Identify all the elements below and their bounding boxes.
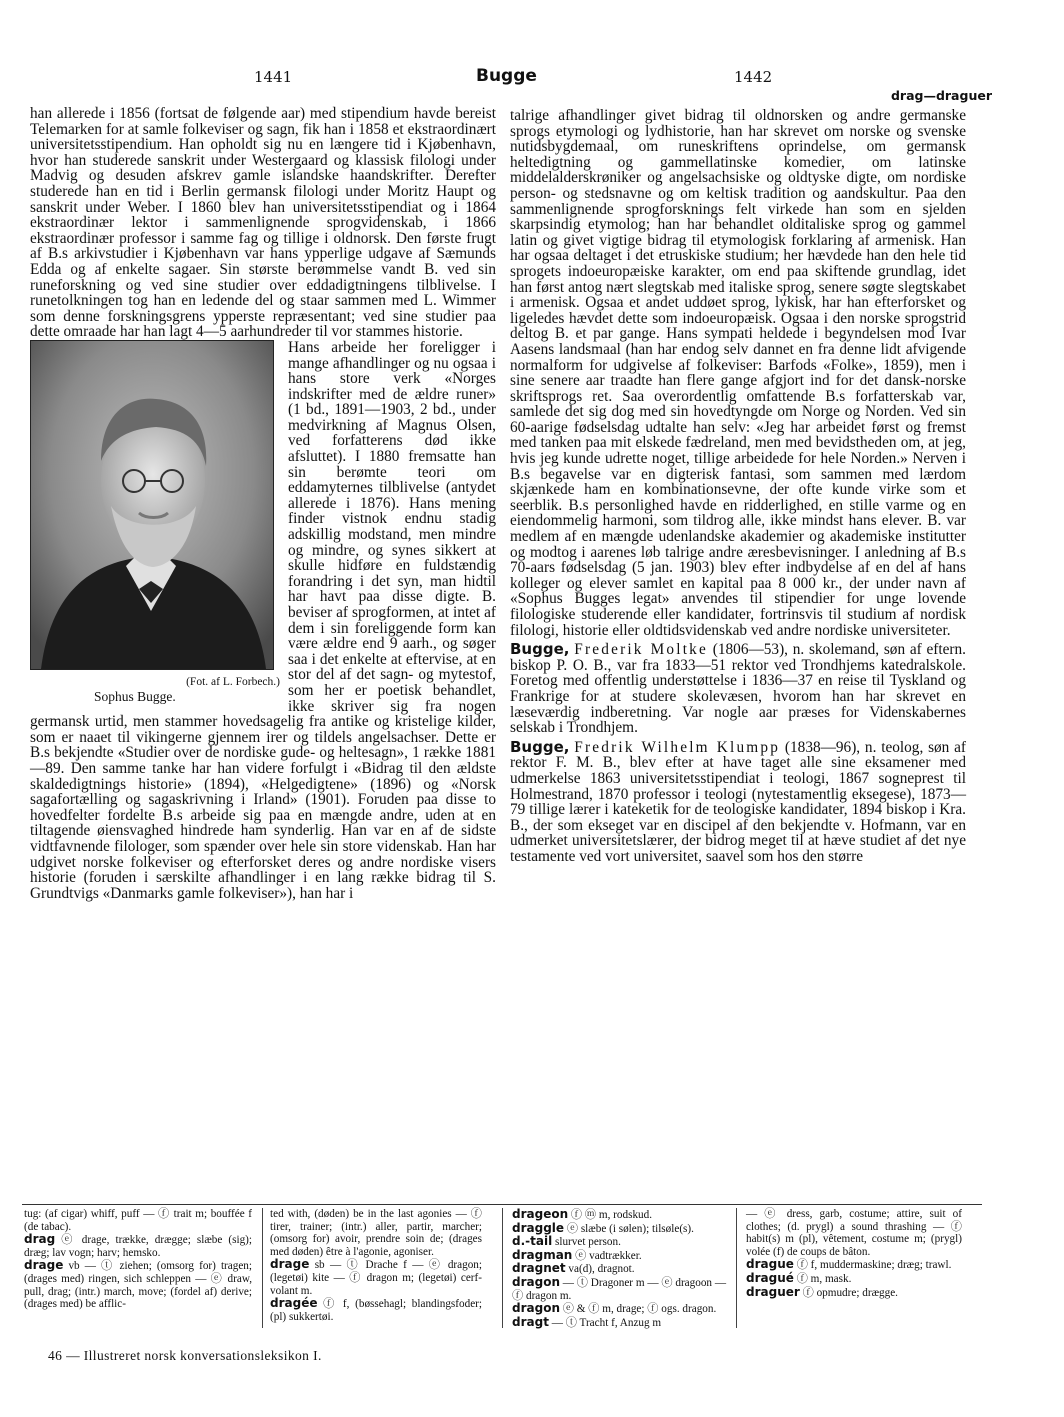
dictionary-definition: — ⓔ dress, garb, costume; attire, suit of clothes; (d. prygl) a sound thrashing — ⓕ habit(s) m (pl), vêtement, costume m; (prygl) volée (f) de coups de bâton. [746,1208,962,1258]
right-column [510,108,966,1188]
paragraph: han allerede i 1856 (fortsat de følgende aar) med stipendium havde bereist Telemarken for at samle folkeviser og sagn, fik han i 1858 et ekstraordinært universitetsstipendium. Han opholdt sig nu en længere tid i Kjøbenhavn, hvor han studerede sanskrit under Westergaard og klassisk filologi under Madvig og desuden afskrev gamle islandske haandskrifter. Derefter studerede han en tid i Berlin germansk filologi under Moritz Haupt og sanskrit under Weber. I 1860 blev han universitetsstipendiat og i 1864 ekstraordinær lektor i sammenlignende sprogvidenskab, i 1866 ekstraordinær professor i samme fag og tillige i oldnorsk. Den første frugt af B.s arkivstudier i Kjøbenhavn var hans ypperlige udgave af Sæmunds Edda og af enkelte sagaer. Sin største berømmelse vandt B. ved sin runeforskning og ved sine studier over eddadigtningens tilblivelse. I runetolkningen tog han en ledende del og staar sammen med L. Wimmer som denne forskningsgrens ypperste repræsentant; ved sine studier paa dette omraade har han lagt 4—5 aarhundreder til vor stammes historie. [30,105,496,341]
dictionary-definition: ⓕ f, muddermaskine; dræg; trawl. [796,1259,952,1272]
dictionary-entry [512,1235,726,1249]
dictionary-definition: ⓔ vadtrækker. [575,1249,642,1262]
dictionary-headword: dragman [512,1247,573,1262]
dictionary-definition: vb — ⓣ ziehen; (omsorg for) tragen; (drages med) ringen, sich schleppen — ⓔ draw, pull, drag; (intr.) march, move; (fordel af) derive; (drages med) be afflic- [24,1260,253,1311]
dictionary-headword: dragué [746,1270,794,1285]
entry-name: Frederik Moltke [574,641,709,659]
dictionary-entry [270,1297,482,1323]
guide-words: drag—draguer [890,88,992,103]
entry-text: (1838—96), n. teolog, søn af rektor F. M. B., blev efter at have taget alle sine eksamener med udmerkelse 1863 universitetsstipendiat i teologi, 1867 sogneprest til Holmestrand, 1870 professor i teologi (nytestamentlig eksegese), 1873—79 tillige lærer i kateketik for de teologiske kandidater, 1894 biskop i Kra. B., der som ekseget var en discipel af den bekjendte v. Hofmann, var en udmerket universitetslærer, der bidrog meget til at hæve studiet af det nye testamente ved vort universitet, saavel som hos den større [510,738,967,865]
dictionary-headword: drage [24,1258,64,1273]
portrait-image [31,341,273,669]
dictionary-column-2 [270,1208,482,1323]
column-rule [262,1208,263,1328]
paragraph: Hans arbeide her foreligger i mange afhandlinger og nu ogsaa i hans store verk «Norges indskrifter med de ældre runer» (1 bd., 1891—1903, 2 bd., under medvirkning af Magnus Olsen, ved forfatterens død ikke afsluttet). I 1880 fremsatte han sin berømte teori om eddamyternes tilblivelse (antydet allerede i 1876). Hans mening finder vistnok endnu stadig adskillig modstand, men mindre og mindre, og synes sikkert at skulle hidføre en fuldstændig forandring i det syn, man hidtil har havt paa disse digte. B. beviser af sprogformen, at intet af dem i sin foreliggende form kan være ældre end 9 aarh., og søger saa i det enkelte at eftervise, at en stor del af det sagn- og mytestof, som her er poetisk behandlet, ikke skriver sig fra nogen germansk urtid, men stammer hovedsagelig fra antike og kristelige kilder, som er naaet til vikingerne gjennem irer og tildels angelsachser. Dette er B.s bekjendte «Studier over de nordiske gude- og heltesagn», 1 række 1881—89. Den samme tanke har han videre forfulgt i «Bidrag til den ældste skaldedigtnings historie» (1894), «Helgedigtene» (1896) og «Norsk sagafortælling og sagaskrivning i Irland» (1901). Foruden paa disse to hovedfelter fordelte B.s arbeide sig paa en mængde andre, uden at en tiltagende øiensvaghed hindrede ham synderlig. Han var en af de sidste vidtfavnende filologer, som spænder over hele sin store videnskab. Han har udgivet norske folkeviser og efterforsket deres og andre nordiske visers historie (foruden i særskilte afhandlinger i en lang række bidrag til S. Grundtvigs «Danmarks gamle folkeviser»), han har i [30,338,496,902]
dictionary-entry [24,1233,252,1259]
dictionary-definition: ⓔ & ⓕ m, drage; ⓕ ogs. dragon. [562,1303,717,1316]
paragraph: talrige afhandlinger givet bidrag til oldnorsken og andre germanske sprogs etymologi og lydhistorie, han har skrevet om norske og svenske nutidsbygdemaal, om runeskriftens oprindelse, om germansk heltedigtning og gammellatinske komedier, om latinske middelalderskrøniker og angelsachsiske og oldtyske digte, om nordiske person- og stedsnavne og om keltisk tradition og aandskultur. Paa den sammenlignende sprogforsknings felt virkede han som en sjelden skarpsindig etymolog; han har behandlet olditaliske sprog og gammel latin og givet vigtige bidrag til etymologisk forklaring af armenisk. Han har ogsaa deltaget i det etruskiske studium; her hævdede han den hele tid sprogets indoeuropæiske karakter, om end paa skiftende grundlag, idet han først antog nært slegtskab med italiske sprog, senere søgte slegtskabet i armenisk. Ogsaa et andet uddøet sprog, lykisk, har han efterforsket og ligeledes hævdet dette som indoeuropæisk. Ogsaa i den norske sprogstrid deltog B. et par gange. Hans sympati heldede i begyndelsen mod Ivar Aasens landsmaal (han har endog selv dannet en fra denne lidt afvigende normalform for udgivelse af folkeviser: Barfods «Folke», 1859), men i sine senere aar traadte han flere gange afgjort ind for det dansk-norske skriftsprogs ret. Saa overordentlig omfattende B.s forfatterskab var, samlede det sig dog med sin hovedtyngde om Norge og Norden. Ved sin 60-aarige fødselsdag udtalte han selv: «Jeg har arbeidet først og fremst med tanken paa mit elskede fædreland, men med bevidstheden om, at jeg, hvis jeg kunde udrette noget, tillige arbeidede for hele Norden.» Nerven i B.s begavelse var en digterisk fantasi, som sammen med lærdom skjænkede ham en kombinationsevne, der ofte kunde virke som et seerblik. B.s personlighed havde en ridderlighed, en stille varme og en eiendommelig harmoni, som tildrog alle, ikke mindst hans elever. B. var medlem af en mængde udenlandske akademier og akademiske institutter og modtog i aarenes løb talrige andre æresbevisninger. I anledning af B.s 70-aars fødselsdag (5 jan. 1903) blev efter indbydelse af en del af hans kolleger og elever samlet en kapital paa 8 000 kr., der under navn af «Sophus Bugges legat» anvendes til stipendier for unge lovende filologiske studerende eller kandidater, fortrinsvis til studium af nordisk filologi, historie eller oldtidsvidenskab ved andre nordiske universiteter. [510,107,966,639]
entry-fredrik-wilhelm [510,737,967,865]
dictionary-entry [24,1208,252,1233]
dictionary-definition: ⓕ opmudre; drægge. [802,1286,898,1299]
dictionary-divider [22,1204,982,1205]
dictionary-entry [512,1249,726,1263]
dictionary-definition: ⓕ m, mask. [796,1272,852,1285]
left-column [30,106,496,1186]
dictionary-entry [270,1208,482,1258]
dictionary-headword: drague [746,1257,794,1272]
page-number-right: 1442 [734,68,773,86]
dictionary-entry [746,1272,962,1286]
dictionary-entry [512,1222,726,1236]
dictionary-headword: d.-tail [512,1234,553,1249]
dictionary-entry [512,1302,726,1316]
dictionary-headword: dragée [270,1296,318,1311]
dictionary-entry [512,1316,726,1330]
dictionary-definition: slurvet person. [555,1236,621,1249]
entry-headword: Bugge, [510,640,570,659]
dictionary-headword: drag [24,1232,56,1247]
photo-caption: Sophus Bugge. [94,688,176,704]
page-footer: 46 — Illustreret norsk konversationsleksikon I. [48,1348,322,1363]
dictionary-entry [746,1286,962,1300]
dictionary-entry [512,1262,726,1276]
entry-text: (1806—53), n. skolemand, søn af eftern. biskop P. O. B., var fra 1833—51 rektor ved Trondhjems katedralskole. Foretog med offentlig understøttelse i 1836—37 en reise til Tyskland og Frankrige for at studere skolevæsen, hvorom han har skrevet en læseværdig indberetning. Var nogle aar præses for Videnskabernes selskab i Trondhjem. [510,641,966,737]
dictionary-headword: draggle [512,1220,565,1235]
dictionary-entry [512,1208,726,1222]
dictionary-definition: ⓕ f, (bøssehagl; blandingsfoder; (pl) sukkertøi. [270,1298,482,1323]
dictionary-headword: dragon [512,1301,560,1316]
dictionary-column-3 [512,1208,726,1329]
dictionary-definition: sb — ⓣ Drache f — ⓔ dragon; (legetøi) kite — ⓕ dragon m; (legetøi) cerf-volant m. [270,1259,482,1297]
dictionary-entry [24,1259,252,1310]
portrait-figure [30,340,280,704]
entry-frederik-moltke [510,642,966,736]
photo-credit: (Fot. af L. Forbech.) [186,675,280,688]
dictionary-headword: dragon [512,1274,560,1289]
dictionary-entry [512,1276,726,1302]
dictionary-entry [746,1208,962,1258]
column-rule [736,1208,737,1328]
dictionary-definition: ⓔ drage, trække, drægge; slæbe (sig); dræg; lav vogn; harv; hemsko. [24,1234,253,1259]
page-number-left: 1441 [254,68,293,86]
column-rule [502,1208,503,1328]
dictionary-column-4 [746,1208,962,1299]
entry-name: Fredrik Wilhelm Klumpp [574,738,781,756]
page-title: Bugge [476,66,537,86]
dictionary-headword: dragt [512,1314,549,1329]
dictionary-definition: ⓕ ⓜ m, rodskud. [570,1209,653,1221]
dictionary-headword: drageon [512,1207,569,1221]
dictionary-definition: — ⓣ Tracht f, Anzug m [551,1316,662,1329]
dictionary-definition: va(d), dragnot. [568,1263,635,1276]
dictionary-column-1 [24,1208,252,1311]
dictionary-definition: tug: (af cigar) whiff, puff — ⓕ trait m; bouffée f (de tabac). [24,1208,252,1233]
dictionary-headword: dragnet [512,1261,566,1276]
dictionary-headword: drage [270,1257,310,1272]
dictionary-definition: ted with, (døden) be in the last agonies — ⓕ tirer, trainer; (intr.) aller, partir, marcher; (omsorg for) avoir, prendre soin de; (drages med døden) être à l'agonie, agoniser. [270,1208,482,1258]
dictionary-definition: — ⓣ Dragoner m — ⓔ dragoon — ⓕ dragon m. [512,1276,727,1302]
portrait-photo [30,340,274,670]
dictionary-entry [270,1258,482,1297]
entry-headword: Bugge, [510,737,570,756]
dictionary-definition: ⓔ slæbe (i sølen); tilsøle(s). [566,1222,694,1235]
dictionary-headword: draguer [746,1284,800,1299]
dictionary-entry [746,1258,962,1272]
